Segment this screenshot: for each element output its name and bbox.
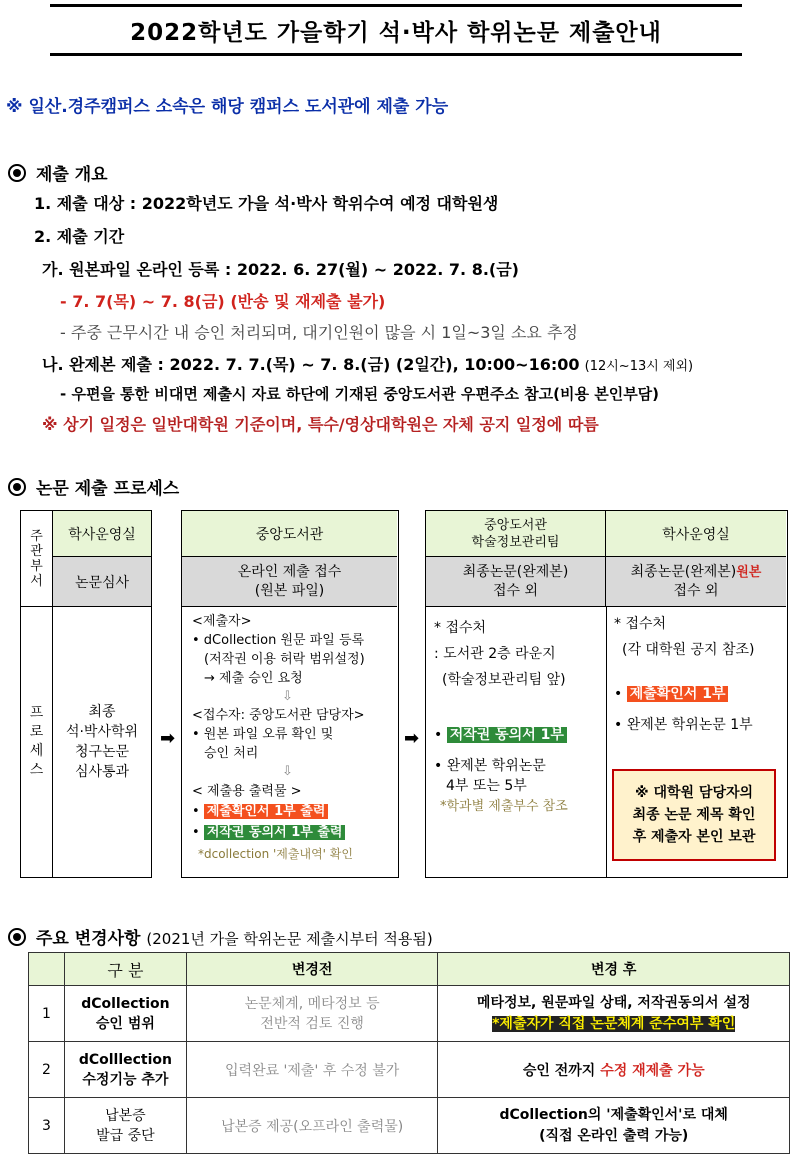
table-row — [29, 1042, 790, 1098]
after-line: (직접 온라인 출력 가능) — [539, 1127, 689, 1144]
changes-heading-sub: (2021년 가을 학위논문 제출시부터 적용됨) — [146, 930, 433, 948]
changes-heading-text: 주요 변경사항 — [36, 929, 141, 949]
right-arrow-icon: ➡ — [160, 728, 176, 749]
row-number: 1 — [29, 986, 65, 1042]
row-before — [186, 986, 438, 1042]
col1-dept: 학사운영실 — [53, 511, 151, 557]
col2-s2: (저작권 이용 허락 범위설정) — [204, 652, 365, 667]
category-line: 발급 중단 — [96, 1127, 155, 1144]
row-category — [64, 1098, 186, 1154]
overview-ga-note-1: - 7. 7(목) ~ 7. 8(금) (반송 및 재제출 불가) — [60, 292, 386, 311]
col3-c2: : 도서관 2층 라운지 — [434, 646, 556, 662]
col3-c1: * 접수처 — [434, 620, 487, 636]
col2-task-line: (원본 파일) — [254, 582, 325, 599]
col2-o2: • 저작권 동의서 1부 출력 — [192, 824, 345, 842]
after-line: 승인 전까지 — [522, 1062, 601, 1079]
col2-task — [182, 557, 397, 607]
col2-submitter: <제출자> — [192, 614, 252, 629]
overview-warning: ※ 상기 일정은 일반대학원 기준이며, 특수/영상대학원은 자체 공지 일정에 따름 — [42, 415, 599, 434]
after-highlight: *제출자가 직접 논문체계 준수여부 확인 — [492, 1015, 736, 1032]
row-after — [438, 986, 790, 1042]
col4-note-line: 후 제출자 본인 보관 — [632, 829, 756, 845]
col3-c5: • 완제본 학위논문 — [434, 758, 546, 774]
category-line: dCollection — [81, 995, 170, 1012]
col1-line: 심사통과 — [74, 764, 130, 780]
col3-task-line: 최종논문(완제본) — [462, 563, 569, 580]
process-heading-text: 논문 제출 프로세스 — [36, 479, 180, 499]
col2-r1: • 원본 파일 오류 확인 및 — [192, 727, 334, 742]
col2-r2: 승인 처리 — [204, 746, 259, 761]
col4-task-line: 접수 외 — [673, 582, 719, 599]
row-before — [186, 1098, 438, 1154]
row-before — [186, 1042, 438, 1098]
process-row-label: 프로세스 — [21, 607, 53, 877]
overview-na-small: (12시~13시 제외) — [584, 359, 694, 374]
col3-dept-line: 중앙도서관 — [484, 517, 547, 533]
changes-heading — [8, 924, 433, 949]
circle-bullet-icon — [8, 164, 26, 182]
circle-bullet-icon — [8, 928, 26, 946]
overview-heading — [8, 160, 108, 185]
category-line: 수정기능 추가 — [82, 1071, 169, 1088]
down-arrow-icon: ⇩ — [282, 764, 293, 779]
after-line: 메타정보, 원문파일 상태, 저작권동의서 설정 — [476, 994, 751, 1011]
col4-task-line — [631, 563, 762, 582]
after-red: 수정 재제출 가능 — [600, 1062, 705, 1079]
row-number: 3 — [29, 1098, 65, 1154]
overview-na-note: - 우편을 통한 비대면 제출시 자료 하단에 기재된 중앙도서관 우편주소 참고(비용 본인부담) — [60, 385, 660, 403]
column-divider — [606, 607, 607, 877]
col3-task — [426, 557, 606, 607]
category-line: 승인 범위 — [95, 1015, 155, 1032]
campus-notice: ※ 일산.경주캠퍼스 소속은 해당 캠퍼스 도서관에 제출 가능 — [6, 97, 449, 117]
row-after — [438, 1042, 790, 1098]
table-row — [29, 1098, 790, 1154]
changes-table — [28, 952, 790, 1154]
table-header-before: 변경전 — [186, 953, 438, 986]
process-heading — [8, 474, 179, 499]
col4-c4: • 완제본 학위논문 1부 — [614, 717, 753, 733]
category-line: dColllection — [78, 1051, 172, 1068]
col3-c3: (학술정보관리팀 앞) — [442, 672, 566, 688]
col1-content — [53, 607, 151, 877]
col4-task-red: 원본 — [736, 564, 762, 580]
col2-s3: → 제출 승인 요청 — [204, 671, 303, 686]
col4-c1: * 접수처 — [614, 616, 667, 632]
before-line: 입력완료 '제출' 후 수정 불가 — [225, 1062, 400, 1079]
col2-s1: • dCollection 원문 파일 등록 — [192, 633, 365, 648]
overview-item-1: 1. 제출 대상 : 2022학년도 가을 석·박사 학위수여 예정 대학원생 — [34, 194, 499, 213]
before-line: 전반적 검토 진행 — [260, 1015, 364, 1032]
process-col-3-4 — [425, 510, 788, 878]
col2-o3: *dcollection '제출내역' 확인 — [198, 847, 353, 861]
col3-task-line: 접수 외 — [492, 582, 539, 599]
row-number: 2 — [29, 1042, 65, 1098]
table-header-row — [29, 953, 790, 986]
circle-bullet-icon — [8, 478, 26, 496]
col3-c4: • 저작권 동의서 1부 — [434, 726, 567, 744]
col3-dept — [426, 511, 606, 557]
row-category — [64, 986, 186, 1042]
col4-c2: (각 대학원 공지 참조) — [622, 642, 755, 658]
overview-ga: 가. 원본파일 온라인 등록 : 2022. 6. 27(월) ~ 2022. 7. 8.(금) — [42, 260, 519, 279]
before-line: 납본증 제공(오프라인 출력물) — [221, 1118, 404, 1135]
col1-line: 석·박사학위 — [65, 724, 139, 740]
col1-line: 청구논문 — [74, 744, 130, 760]
down-arrow-icon: ⇩ — [282, 689, 293, 704]
category-line: 납본증 — [105, 1107, 146, 1124]
col1-task: 논문심사 — [53, 557, 151, 607]
col2-dept: 중앙도서관 — [182, 511, 397, 557]
confirmation-tag: 제출확인서 1부 — [627, 686, 729, 702]
before-line: 논문체계, 메타정보 등 — [244, 995, 380, 1012]
col2-task-line: 온라인 제출 접수 — [237, 563, 342, 580]
col4-dept: 학사운영실 — [606, 511, 786, 557]
overview-item-2: 2. 제출 기간 — [34, 227, 125, 246]
row-after — [438, 1098, 790, 1154]
copyright-agreement-tag: 저작권 동의서 1부 — [447, 727, 567, 743]
col3-c7: *학과별 제출부수 참조 — [440, 799, 568, 814]
col4-task — [606, 557, 786, 607]
col4-note-line: 최종 논문 제목 확인 — [632, 807, 756, 823]
col2-receiver: <접수자: 중앙도서관 담당자> — [192, 708, 365, 723]
col2-output: < 제출용 출력물 > — [192, 784, 302, 799]
table-header-blank — [29, 953, 65, 986]
col4-task-a: 최종논문(완제본) — [630, 563, 737, 580]
dept-label: 주관부서 — [21, 511, 53, 607]
col4-c3: • 제출확인서 1부 — [614, 685, 728, 703]
col3-c6: 4부 또는 5부 — [446, 778, 527, 794]
overview-ga-note-2: - 주중 근무시간 내 승인 처리되며, 대기인원이 많을 시 1일~3일 소요 추정 — [60, 323, 578, 342]
process-col-2 — [181, 510, 399, 878]
col1-line: 최종 — [88, 704, 116, 720]
print-copyright-tag: 저작권 동의서 1부 출력 — [204, 825, 346, 840]
col2-o1: • 제출확인서 1부 출력 — [192, 803, 328, 821]
table-header-category: 구 분 — [64, 953, 186, 986]
col4-note-box — [612, 769, 776, 861]
table-row — [29, 986, 790, 1042]
after-line: dCollection의 '제출확인서'로 대체 — [499, 1106, 728, 1123]
table-header-after: 변경 후 — [438, 953, 790, 986]
right-arrow-icon: ➡ — [404, 728, 420, 749]
process-col-1 — [20, 510, 152, 878]
col3-dept-line: 학술정보관리팀 — [471, 534, 560, 550]
print-confirmation-tag: 제출확인서 1부 출력 — [204, 804, 329, 819]
row-category — [64, 1042, 186, 1098]
overview-na — [42, 352, 693, 375]
page-title: 2022학년도 가을학기 석·박사 학위논문 제출안내 — [50, 4, 742, 56]
overview-heading-text: 제출 개요 — [36, 165, 108, 185]
overview-na-text: 나. 완제본 제출 : 2022. 7. 7.(목) ~ 7. 8.(금) (2일간), 10:00~16:00 — [42, 355, 580, 374]
col4-note-line: ※ 대학원 담당자의 — [634, 785, 754, 801]
